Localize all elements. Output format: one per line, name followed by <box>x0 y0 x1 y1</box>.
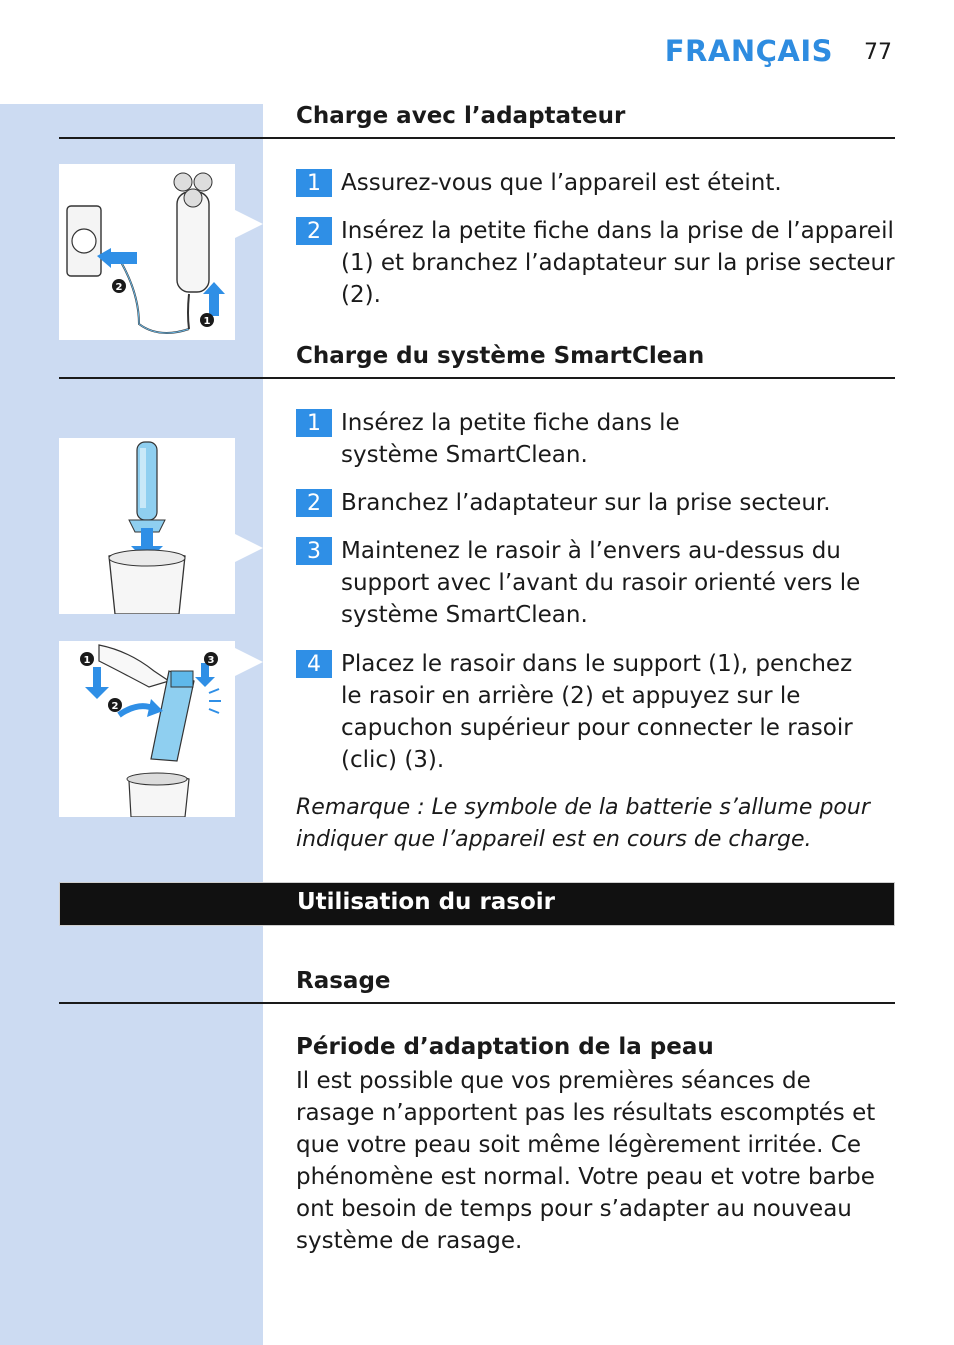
section-title-rasage: Rasage <box>296 968 391 994</box>
step-number: 1 <box>296 409 332 437</box>
illustration-insert-shaver <box>59 641 235 817</box>
step-number: 3 <box>296 537 332 565</box>
smartclean-illustration <box>59 438 235 614</box>
illustration-adapter-charging <box>59 164 235 340</box>
step-text: Insérez la petite fiche dans le système SmartClean. <box>341 410 680 468</box>
section-divider <box>59 377 895 379</box>
step-text: Assurez-vous que l’appareil est éteint. <box>341 170 782 196</box>
step-3 <box>296 535 896 631</box>
banner-title: Utilisation du rasoir <box>297 889 556 915</box>
step-number: 2 <box>296 489 332 517</box>
section-title-charge-adaptateur: Charge avec l’adaptateur <box>296 103 626 129</box>
step-1 <box>296 407 896 471</box>
page-number: 77 <box>864 40 892 65</box>
section-divider <box>59 1002 895 1004</box>
subsection-title: Période d’adaptation de la peau <box>296 1034 714 1060</box>
section-banner-utilisation <box>59 882 895 926</box>
svg-text:1: 1 <box>203 316 211 327</box>
section-divider <box>59 137 895 139</box>
charging-note: Remarque : Le symbole de la batterie s’allume pour indiquer que l’appareil est en cours de charge. <box>296 795 870 852</box>
svg-text:1: 1 <box>83 655 91 666</box>
callout-1-icon <box>200 313 214 327</box>
callout-3-icon <box>204 652 218 666</box>
callout-1-icon <box>80 652 94 666</box>
svg-text:2: 2 <box>111 701 119 712</box>
step-1 <box>296 167 896 199</box>
section-title-charge-smartclean: Charge du système SmartClean <box>296 343 705 369</box>
svg-text:3: 3 <box>207 655 215 666</box>
image-pointer <box>235 534 263 562</box>
adapter-charging-illustration <box>59 164 235 340</box>
callout-2-icon <box>112 279 126 293</box>
step-number: 4 <box>296 650 332 678</box>
image-pointer <box>235 210 263 238</box>
callout-2-icon <box>108 698 122 712</box>
step-2 <box>296 215 896 311</box>
step-number: 2 <box>296 217 332 245</box>
language-header: FRANÇAIS <box>664 34 833 68</box>
image-pointer <box>235 648 263 676</box>
step-text: Placez le rasoir dans le support (1), penchez le rasoir en arrière (2) et appuyez sur le capuchon supérieur pour connecter le rasoir (clic) (3). <box>341 651 853 773</box>
svg-text:2: 2 <box>115 282 123 293</box>
step-text: Insérez la petite fiche dans la prise de l’appareil (1) et branchez l’adaptateur sur la prise secteur (2). <box>341 218 895 308</box>
step-number: 1 <box>296 169 332 197</box>
illustration-smartclean-plug <box>59 438 235 614</box>
step-4 <box>296 648 896 776</box>
step-text: Maintenez le rasoir à l’envers au-dessus du support avec l’avant du rasoir orienté vers le système SmartClean. <box>341 538 861 628</box>
step-text: Branchez l’adaptateur sur la prise secteur. <box>341 490 831 516</box>
body-paragraph: Il est possible que vos premières séances de rasage n’apportent pas les résultats escomptés et que votre peau soit même légèrement irritée. Ce phénomène est normal. Votre peau et votre barbe ont besoin de temps pour s’adapter au nouveau système de rasage. <box>296 1068 876 1254</box>
insert-shaver-illustration <box>59 641 235 817</box>
step-2 <box>296 487 896 519</box>
